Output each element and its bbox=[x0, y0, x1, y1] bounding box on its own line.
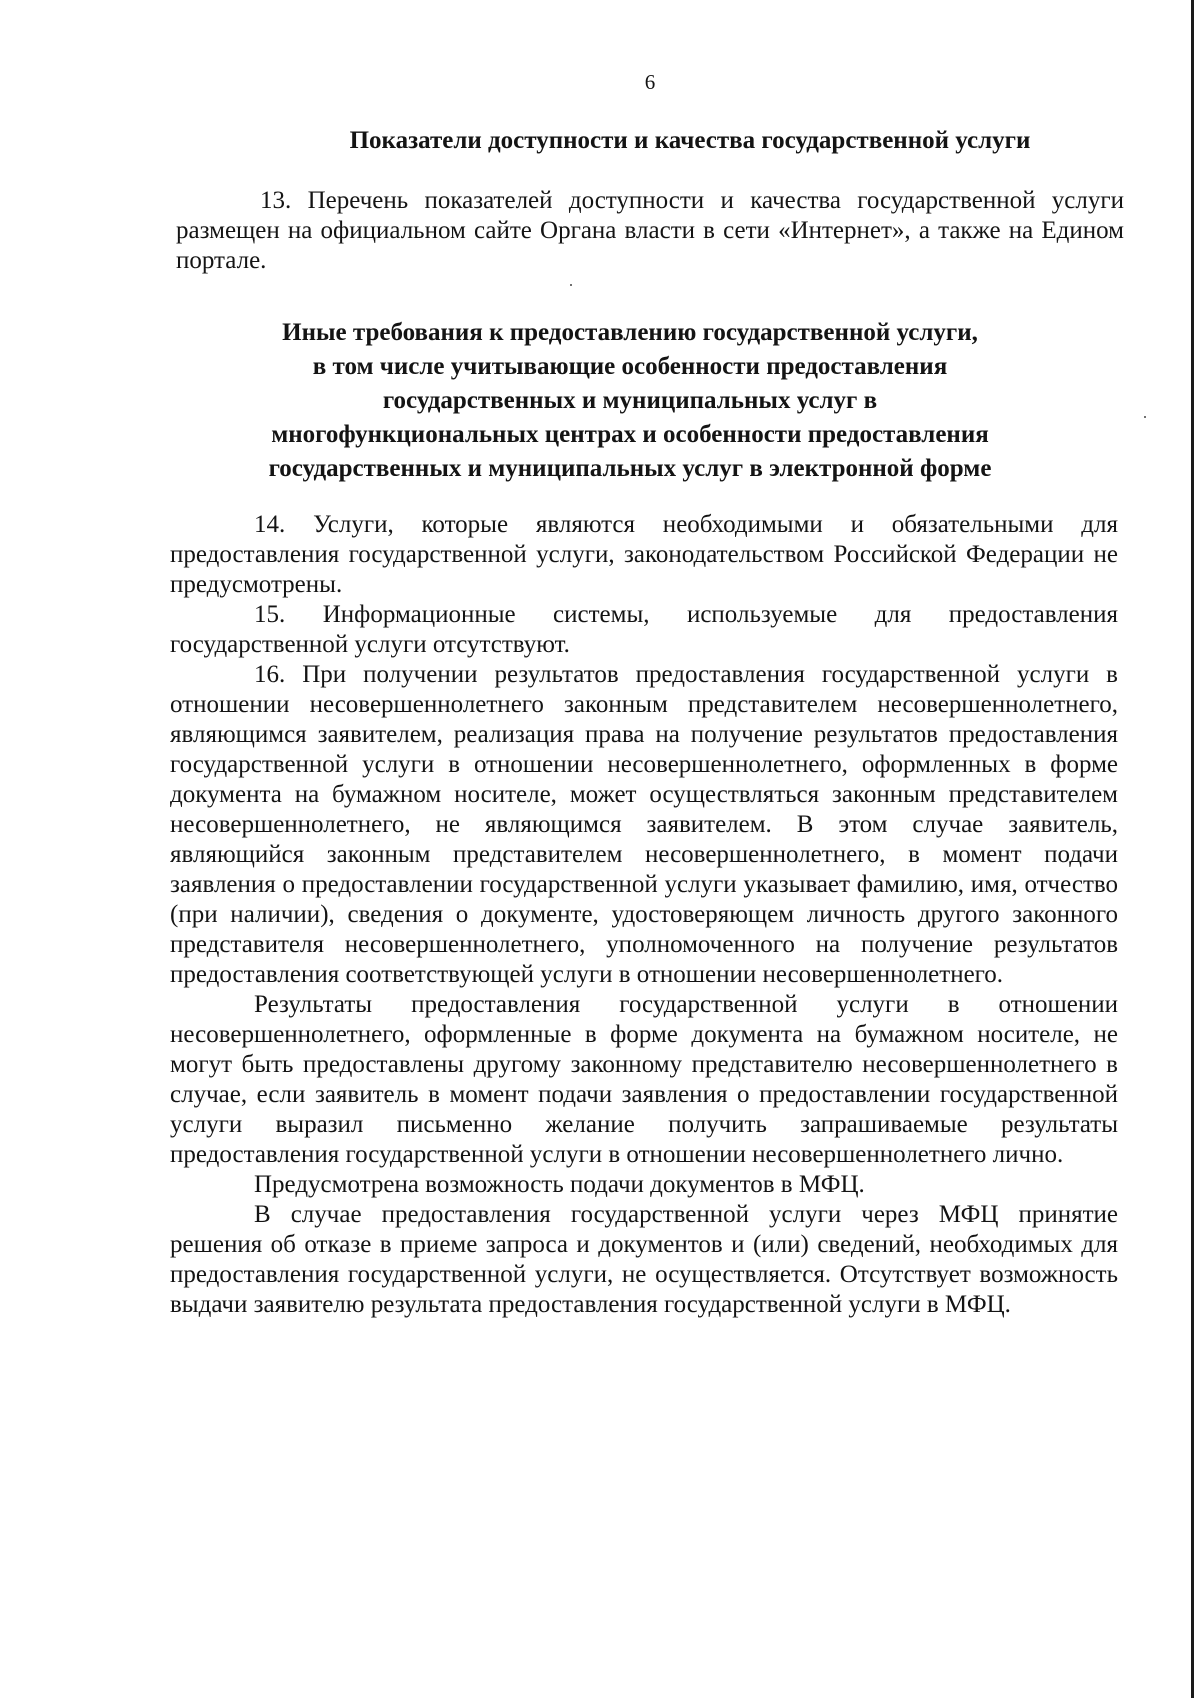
heading-line: многофункциональных центрах и особенности предоставления bbox=[271, 421, 989, 448]
section-availability-quality-body bbox=[176, 186, 1124, 276]
scan-edge-line bbox=[1191, 0, 1194, 1698]
section-heading-availability-quality: Показатели доступности и качества государственной услуги bbox=[349, 127, 1031, 154]
paragraph-15: 15. Информационные системы, используемые для предоставления государственной услуги отсутствуют. bbox=[170, 601, 1118, 658]
heading-line: в том числе учитывающие особенности предоставления bbox=[312, 353, 948, 380]
heading-line: государственных и муниципальных услуг в bbox=[382, 387, 878, 414]
heading-line: государственных и муниципальных услуг в электронной форме bbox=[268, 455, 992, 482]
section-other-requirements-body bbox=[170, 510, 1118, 1320]
heading-line: Иные требования к предоставлению государственной услуги, bbox=[282, 319, 978, 346]
scan-speck bbox=[1144, 416, 1146, 418]
page-number: 6 bbox=[644, 70, 656, 94]
paragraph-mfc-refusal: В случае предоставления государственной услуги через МФЦ принятие решения об отказе в приеме запроса и документов и (или) сведений, необходимых для предоставления государственной услуги, не осуществляется. Отсутствует возможность выдачи заявителю результата предоставления государственной услуги в МФЦ. bbox=[170, 1201, 1118, 1318]
section-heading-other-requirements bbox=[150, 316, 1110, 486]
scan-speck bbox=[570, 284, 572, 286]
paragraph-13: 13. Перечень показателей доступности и качества государственной услуги размещен на официальном сайте Органа власти в сети «Интернет», а также на Едином портале. bbox=[176, 187, 1124, 274]
paragraph-mfc-submission: Предусмотрена возможность подачи документов в МФЦ. bbox=[254, 1171, 865, 1198]
paragraph-16: 16. При получении результатов предоставления государственной услуги в отношении несовершеннолетнего законным представителем несовершеннолетнего, являющимся заявителем, реализация права на получение результатов предоставления государственной услуги в отношении несовершеннолетнего, оформленных в форме документа на бумажном носителе, может осуществляться законным представителем несовершеннолетнего, не являющимся заявителем. В этом случае заявитель, являющийся законным представителем несовершеннолетнего, в момент подачи заявления о предоставлении государственной услуги указывает фамилию, имя, отчество (при наличии), сведения о документе, удостоверяющем личность другого законного представителя несовершеннолетнего, уполномоченного на получение результатов предоставления соответствующей услуги в отношении несовершеннолетнего. bbox=[170, 661, 1118, 988]
paragraph-14: 14. Услуги, которые являются необходимыми и обязательными для предоставления государственной услуги, законодательством Российской Федерации не предусмотрены. bbox=[170, 511, 1118, 598]
paragraph-results-minor: Результаты предоставления государственной услуги в отношении несовершеннолетнего, оформленные в форме документа на бумажном носителе, не могут быть предоставлены другому законному представителю несовершеннолетнего в случае, если заявитель в момент подачи заявления о предоставлении государственной услуги выразил письменно желание получить запрашиваемые результаты предоставления государственной услуги в отношении несовершеннолетнего лично. bbox=[170, 991, 1118, 1168]
